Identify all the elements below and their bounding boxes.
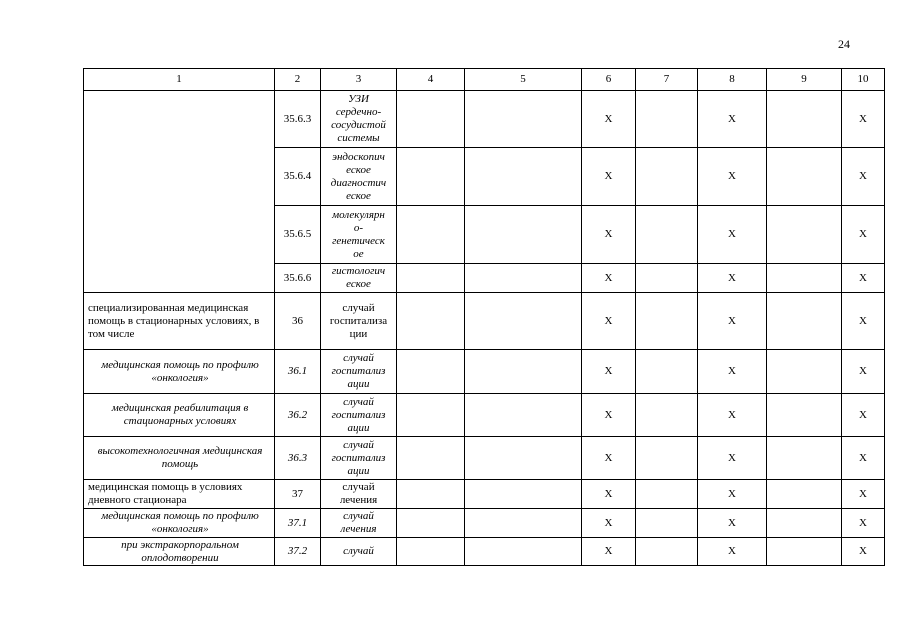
- value-cell-col-7: [636, 480, 698, 509]
- page-number: 24: [838, 37, 850, 51]
- unit-line: случай: [342, 301, 375, 314]
- value-cell-col-10: X: [842, 91, 885, 148]
- table-row: [84, 437, 885, 480]
- unit-line: УЗИ: [348, 93, 369, 105]
- value-cell-col-5: [465, 206, 582, 264]
- code-cell: 35.6.3: [275, 91, 321, 148]
- name-cell: [84, 538, 275, 566]
- value-cell-col-4: [397, 480, 465, 509]
- unit-line: еское: [346, 163, 371, 176]
- unit-line: эндоскопич: [332, 150, 385, 163]
- value-cell-col-4: [397, 538, 465, 566]
- value-cell-col-4: [397, 394, 465, 437]
- header-cell-10: 10: [842, 69, 885, 91]
- name-text: высокотехнологичная медицинская помощь: [97, 445, 263, 470]
- unit-cell: [321, 509, 397, 538]
- unit-line: ации: [347, 464, 370, 477]
- unit-line: ое: [353, 247, 364, 260]
- value-cell-col-10: X: [842, 350, 885, 394]
- table-row: [84, 91, 885, 148]
- table-row: [84, 509, 885, 538]
- value-cell-col-6: X: [582, 480, 636, 509]
- value-cell-col-6: X: [582, 91, 636, 148]
- value-cell-col-10: X: [842, 394, 885, 437]
- code-cell: 37.1: [275, 509, 321, 538]
- value-cell-col-8: X: [698, 509, 767, 538]
- value-cell-col-6: X: [582, 206, 636, 264]
- unit-line: случай: [342, 481, 375, 493]
- value-cell-col-4: [397, 264, 465, 293]
- code-cell: 36.1: [275, 350, 321, 394]
- name-cell: [84, 91, 275, 293]
- value-cell-col-9: [767, 148, 842, 206]
- value-cell-col-7: [636, 91, 698, 148]
- header-cell-3: 3: [321, 69, 397, 91]
- unit-cell: [321, 480, 397, 509]
- unit-line: сердечно-: [335, 106, 382, 118]
- value-cell-col-8: X: [698, 264, 767, 293]
- value-cell-col-7: [636, 350, 698, 394]
- unit-line: еское: [346, 189, 371, 202]
- value-cell-col-9: [767, 293, 842, 350]
- value-cell-col-9: [767, 394, 842, 437]
- unit-line: случай: [343, 510, 374, 522]
- value-cell-col-4: [397, 350, 465, 394]
- table-row: [84, 350, 885, 394]
- unit-line: еское: [346, 278, 371, 290]
- unit-line: генетическ: [332, 234, 385, 247]
- name-text: медицинская помощь по профилю «онкология»: [101, 510, 259, 535]
- table-row: [84, 394, 885, 437]
- value-cell-col-7: [636, 394, 698, 437]
- value-cell-col-8: X: [698, 480, 767, 509]
- name-text: медицинская помощь в условиях дневного стационара: [88, 481, 243, 506]
- value-cell-col-4: [397, 509, 465, 538]
- name-cell: [84, 437, 275, 480]
- code-cell: 37: [275, 480, 321, 509]
- value-cell-col-10: X: [842, 148, 885, 206]
- unit-cell: [321, 264, 397, 293]
- code-cell: 37.2: [275, 538, 321, 566]
- unit-line: лечения: [340, 523, 377, 535]
- header-cell-1: 1: [84, 69, 275, 91]
- value-cell-col-7: [636, 148, 698, 206]
- unit-line: ции: [349, 327, 368, 340]
- value-cell-col-8: X: [698, 148, 767, 206]
- value-cell-col-4: [397, 91, 465, 148]
- name-text: при экстракорпоральном оплодотворении: [121, 538, 239, 564]
- unit-cell: [321, 394, 397, 437]
- value-cell-col-5: [465, 437, 582, 480]
- code-cell: 36.3: [275, 437, 321, 480]
- value-cell-col-5: [465, 293, 582, 350]
- value-cell-col-6: X: [582, 293, 636, 350]
- value-cell-col-5: [465, 509, 582, 538]
- unit-line: случай: [343, 395, 374, 408]
- value-cell-col-9: [767, 264, 842, 293]
- name-cell: [84, 293, 275, 350]
- table-row: [84, 480, 885, 509]
- unit-line: системы: [337, 132, 380, 144]
- value-cell-col-6: X: [582, 538, 636, 566]
- unit-line: молекулярн: [332, 208, 385, 221]
- value-cell-col-8: X: [698, 91, 767, 148]
- value-cell-col-7: [636, 293, 698, 350]
- value-cell-col-10: X: [842, 293, 885, 350]
- value-cell-col-9: [767, 206, 842, 264]
- value-cell-col-7: [636, 264, 698, 293]
- unit-line: госпитализ: [331, 365, 386, 377]
- name-text: медицинская помощь по профилю «онкология»: [101, 358, 259, 384]
- value-cell-col-6: X: [582, 264, 636, 293]
- name-cell: [84, 509, 275, 538]
- code-cell: 35.6.4: [275, 148, 321, 206]
- name-text: медицинская реабилитация в стационарных условиях: [111, 402, 249, 427]
- value-cell-col-6: X: [582, 509, 636, 538]
- unit-cell: [321, 91, 397, 148]
- value-cell-col-5: [465, 91, 582, 148]
- value-cell-col-8: X: [698, 293, 767, 350]
- value-cell-col-8: X: [698, 437, 767, 480]
- code-cell: 35.6.6: [275, 264, 321, 293]
- unit-cell: [321, 206, 397, 264]
- value-cell-col-6: X: [582, 437, 636, 480]
- value-cell-col-7: [636, 437, 698, 480]
- table-row: [84, 293, 885, 350]
- header-cell-8: 8: [698, 69, 767, 91]
- name-cell: [84, 394, 275, 437]
- header-cell-6: 6: [582, 69, 636, 91]
- value-cell-col-10: X: [842, 206, 885, 264]
- unit-cell: [321, 350, 397, 394]
- header-cell-2: 2: [275, 69, 321, 91]
- header-cell-9: 9: [767, 69, 842, 91]
- value-cell-col-10: X: [842, 264, 885, 293]
- value-cell-col-4: [397, 148, 465, 206]
- value-cell-col-5: [465, 350, 582, 394]
- unit-cell: [321, 148, 397, 206]
- name-cell: [84, 350, 275, 394]
- unit-line: случай: [343, 438, 374, 451]
- unit-cell: [321, 538, 397, 566]
- value-cell-col-9: [767, 509, 842, 538]
- unit-line: ации: [347, 421, 370, 434]
- value-cell-col-4: [397, 293, 465, 350]
- data-table: [83, 68, 885, 566]
- value-cell-col-5: [465, 264, 582, 293]
- unit-line: гистологич: [331, 265, 386, 277]
- unit-line: лечения: [339, 494, 378, 506]
- name-text: специализированная медицинская помощь в стационарных условиях, в том числе: [88, 301, 260, 340]
- value-cell-col-8: X: [698, 394, 767, 437]
- value-cell-col-9: [767, 437, 842, 480]
- code-cell: 35.6.5: [275, 206, 321, 264]
- value-cell-col-7: [636, 509, 698, 538]
- value-cell-col-7: [636, 538, 698, 566]
- unit-line: диагностич: [330, 176, 387, 189]
- header-cell-4: 4: [397, 69, 465, 91]
- value-cell-col-8: X: [698, 206, 767, 264]
- value-cell-col-9: [767, 350, 842, 394]
- unit-line: госпитализа: [329, 314, 388, 327]
- table-row: [84, 538, 885, 566]
- unit-line: о-: [353, 221, 364, 234]
- value-cell-col-9: [767, 480, 842, 509]
- unit-line: сосудистой: [331, 119, 386, 131]
- value-cell-col-10: X: [842, 509, 885, 538]
- code-cell: 36.2: [275, 394, 321, 437]
- name-cell: [84, 480, 275, 509]
- unit-line: случай: [343, 545, 374, 557]
- value-cell-col-5: [465, 148, 582, 206]
- value-cell-col-10: X: [842, 538, 885, 566]
- unit-line: госпитализ: [331, 408, 386, 421]
- value-cell-col-6: X: [582, 394, 636, 437]
- unit-line: случай: [343, 352, 374, 364]
- value-cell-col-5: [465, 538, 582, 566]
- value-cell-col-9: [767, 538, 842, 566]
- header-cell-7: 7: [636, 69, 698, 91]
- unit-cell: [321, 293, 397, 350]
- value-cell-col-5: [465, 394, 582, 437]
- value-cell-col-4: [397, 206, 465, 264]
- value-cell-col-9: [767, 91, 842, 148]
- value-cell-col-8: X: [698, 538, 767, 566]
- value-cell-col-4: [397, 437, 465, 480]
- header-cell-5: 5: [465, 69, 582, 91]
- value-cell-col-5: [465, 480, 582, 509]
- header-row: [84, 69, 885, 91]
- value-cell-col-10: X: [842, 480, 885, 509]
- unit-cell: [321, 437, 397, 480]
- value-cell-col-6: X: [582, 350, 636, 394]
- value-cell-col-7: [636, 206, 698, 264]
- unit-line: госпитализ: [331, 451, 386, 464]
- unit-line: ации: [347, 378, 370, 390]
- value-cell-col-6: X: [582, 148, 636, 206]
- code-cell: 36: [275, 293, 321, 350]
- value-cell-col-10: X: [842, 437, 885, 480]
- value-cell-col-8: X: [698, 350, 767, 394]
